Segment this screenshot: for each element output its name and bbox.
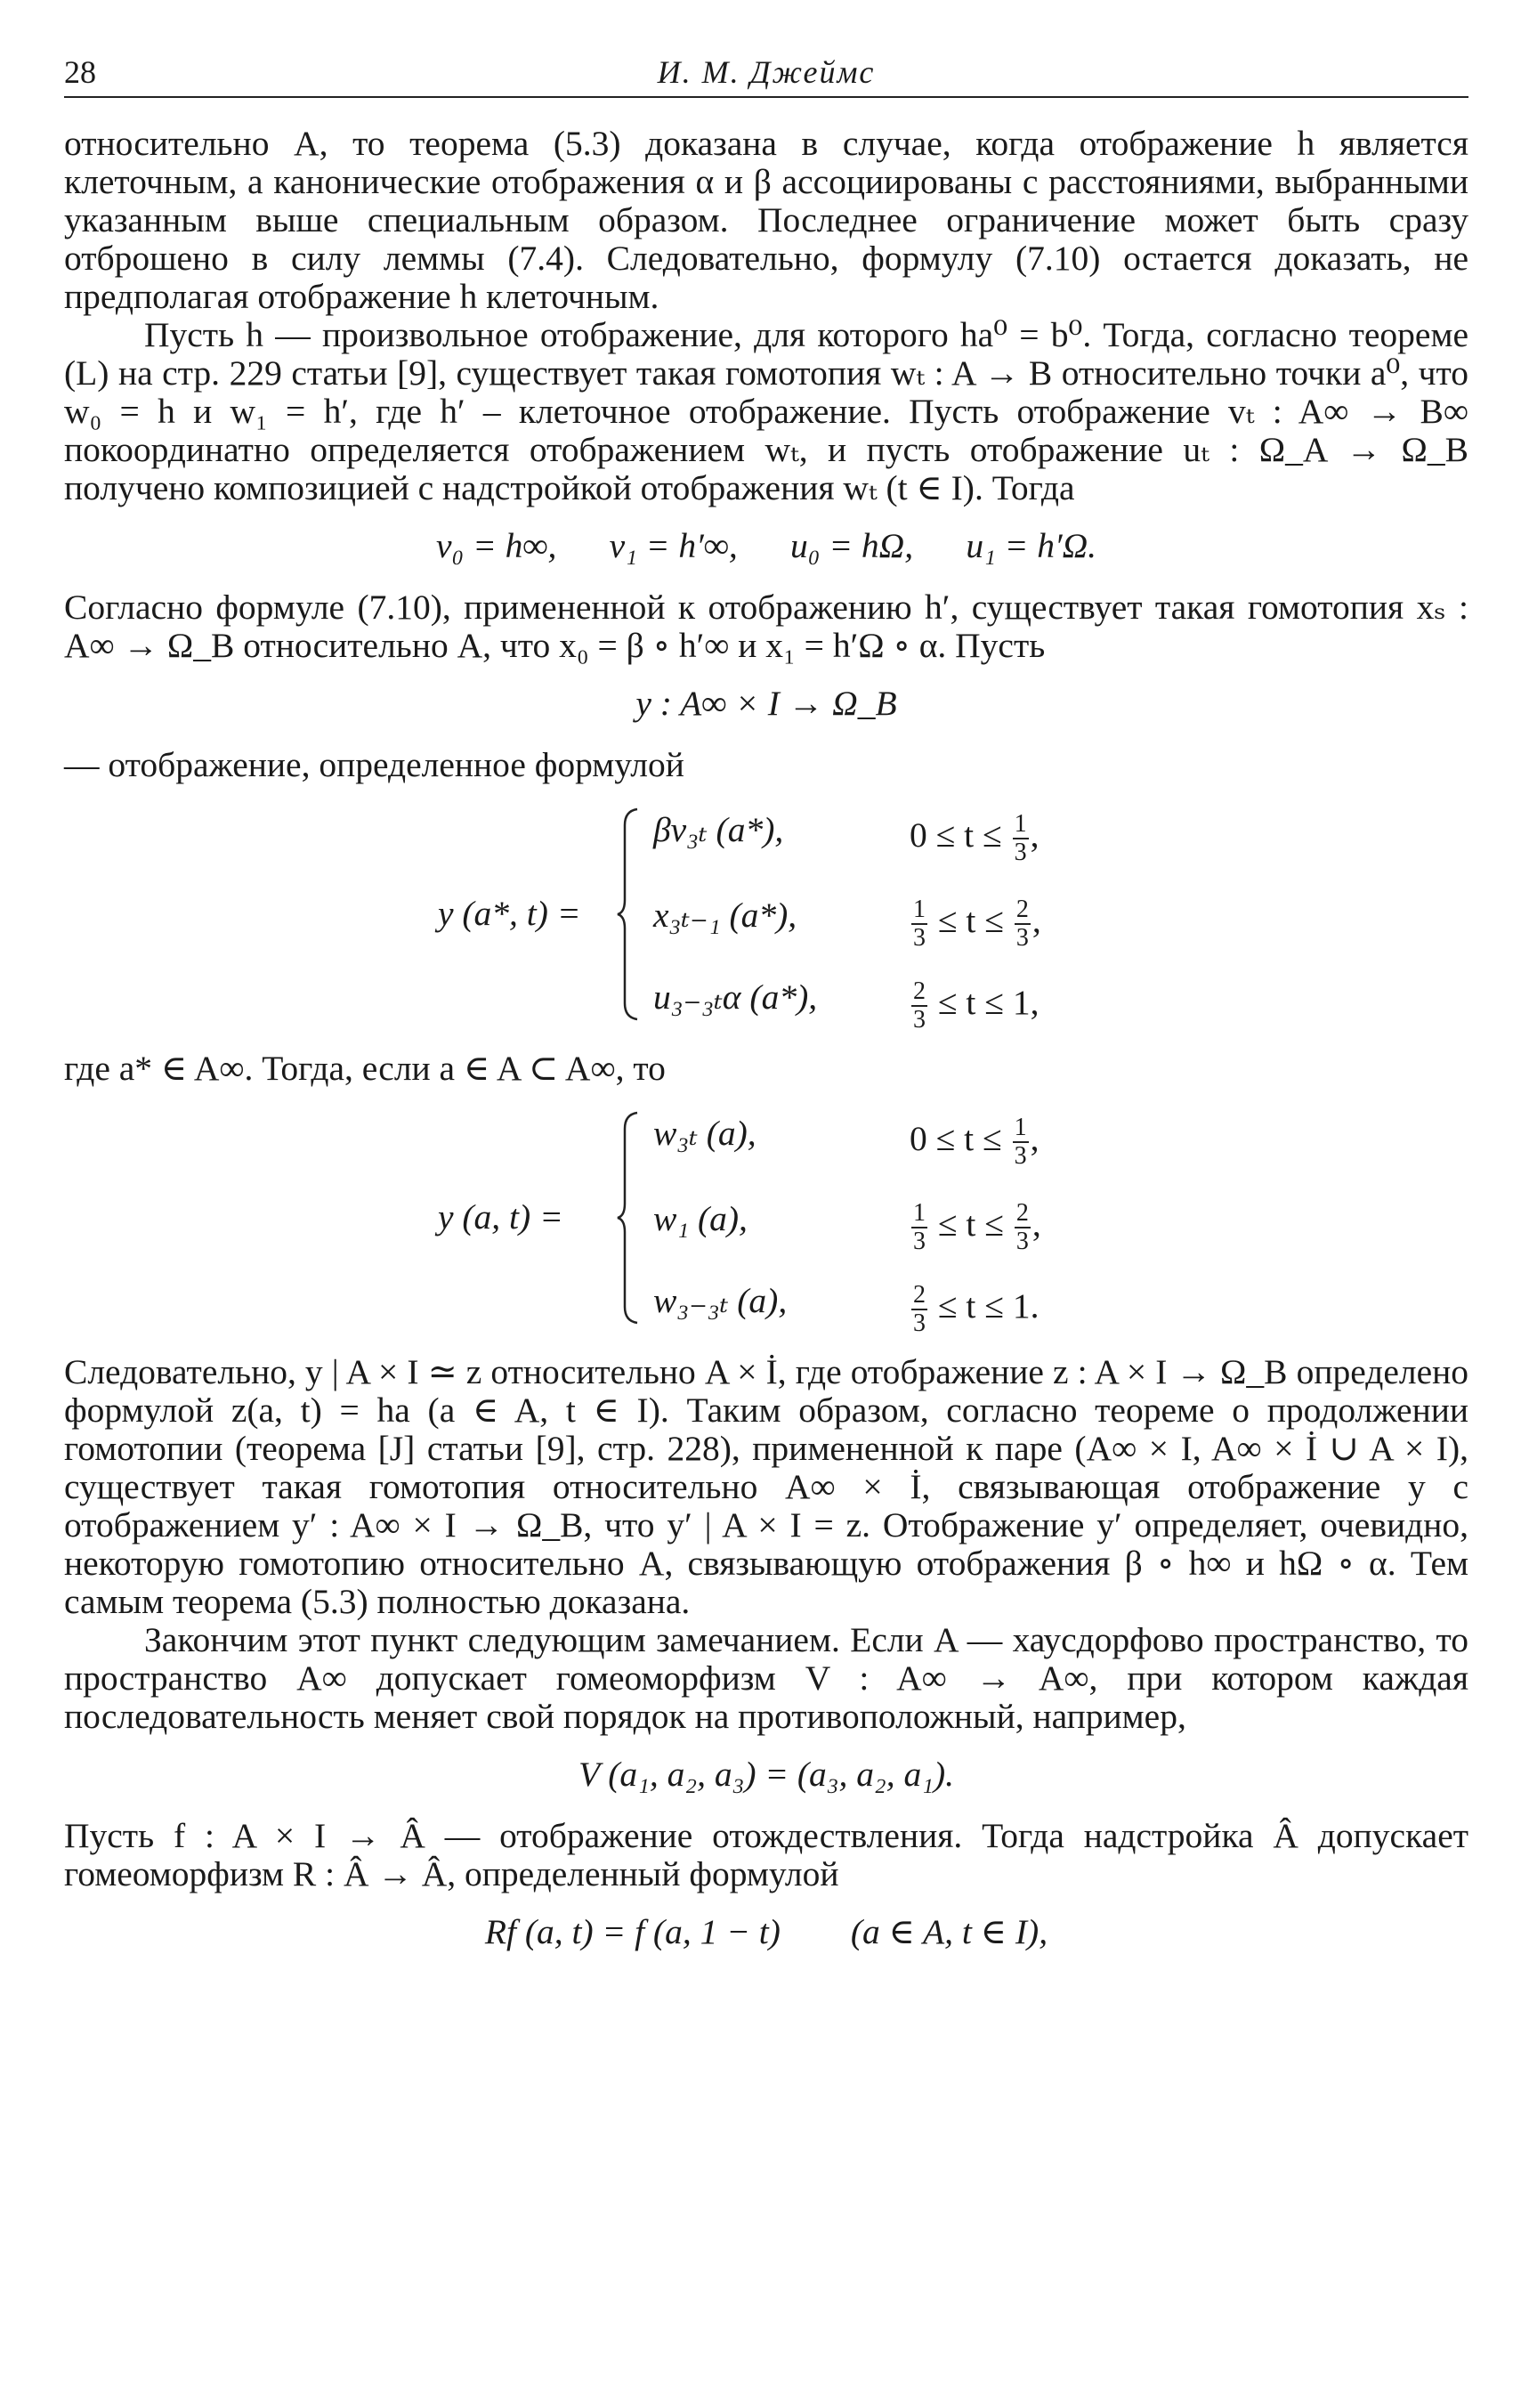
formula-1-case-3: u₃₋₃ₜα (a*), xyxy=(653,977,818,1017)
paragraph-4: — отображение, определенное формулой xyxy=(64,745,684,784)
formula-2-case-1: w₃ₜ (a), xyxy=(653,1114,756,1153)
formula-2-case-3: w₃₋₃ₜ (a), xyxy=(653,1281,788,1320)
page-body xyxy=(64,125,1468,1951)
left-brace-icon xyxy=(616,807,641,1021)
formula-1-cond-3: $\frac{2}{3}$ ≤ t ≤ 1, xyxy=(913,977,1040,1034)
paragraph-1: относительно A, то теорема (5.3) доказана в случае, когда отображение h является клеточным, а канонические отображения α и β ассоциированы с расстояниями, выбранными указанным выше специальным образом. Последнее ограничение может быть сразу отброшено в силу леммы (7.4). Следовательно, формулу (7.10) остается доказать, не предполагая отображение h клеточным. xyxy=(64,124,1468,316)
formula-1-cond-1: 0 ≤ t ≤ $\frac{1}{3}$ , xyxy=(910,810,1040,866)
formula-1-case-2: x₃ₜ₋₁ (a*), xyxy=(653,896,797,935)
formula-2-case-2: w₁ (a), xyxy=(653,1199,748,1238)
formula-1-lhs: y (a*, t) = xyxy=(438,894,581,933)
page-number: 28 xyxy=(64,54,96,90)
left-brace-icon xyxy=(616,1111,641,1325)
formula-2-lhs: y (a, t) = xyxy=(438,1197,563,1236)
paragraph-7: Закончим этот пункт следующим замечанием. Если A — хаусдорфово пространство, то пространство A∞ допускает гомеоморфизм V : A∞ → A∞, при котором каждая последовательность меняет свой порядок на противоположный, например, xyxy=(64,1620,1468,1736)
equation-y-map: y : A∞ × I → Ω_B xyxy=(635,684,897,723)
paragraph-2: Пусть h — произвольное отображение, для которого ha⁰ = b⁰. Тогда, согласно теореме (L) на стр. 229 статьи [9], существует такая гомотопия wₜ : A → B относительно точки a⁰, что w₀ = h и w₁ = h′, где h′ – клеточное отображение. Пусть отображение vₜ : A∞ → B∞ покоординатно определяется отображением wₜ, и пусть отображение uₜ : Ω_A → Ω_B получено композицией с надстройкой отображения wₜ (t ∈ I). Тогда xyxy=(64,315,1468,507)
page xyxy=(64,46,1468,1974)
formula-1-cond-2: $\frac{1}{3}$ ≤ t ≤ $\frac{2}{3}$ , xyxy=(913,896,1041,952)
equation-r-suspension: Rf (a, t) = f (a, 1 − t) (a ∈ A, t ∈ I), xyxy=(484,1912,1048,1951)
paragraph-6: Следовательно, y | A × I ≃ z относительно A × İ, где отображение z : A × I → Ω_B определено формулой z(a, t) = ha (a ∈ A, t ∈ I). Таким образом, согласно теореме о продолжении гомотопии (теорема [J] статьи [9], стр. 228), примененной к паре (A∞ × I, A∞ × İ ∪ A × I), существует такая гомотопия относительно A∞ × İ, связывающая отображение y с отображением y′ : A∞ × I → Ω_B, что y′ | A × I = z. Отображение y′ определяет, очевидно, некоторую гомотопию относительно A, связывающую отображения β ∘ h∞ и hΩ ∘ α. Тем самым теорема (5.3) полностью доказана. xyxy=(64,1352,1468,1621)
piecewise-formula-1 xyxy=(64,800,1468,1034)
formula-1-case-1: βv₃ₜ (a*), xyxy=(653,810,784,849)
formula-2-cond-2: $\frac{1}{3}$ ≤ t ≤ $\frac{2}{3}$ , xyxy=(913,1199,1041,1255)
equation-v-reverse: V (a₁, a₂, a₃) = (a₃, a₂, a₁). xyxy=(578,1755,955,1794)
paragraph-8: Пусть f : A × I → Â — отображение отождествления. Тогда надстройка Â допускает гомеоморфизм R : Â → Â, определенный формулой xyxy=(64,1816,1468,1893)
running-header xyxy=(64,46,1468,98)
formula-2-cond-3: $\frac{2}{3}$ ≤ t ≤ 1. xyxy=(913,1281,1040,1337)
paragraph-3: Согласно формуле (7.10), примененной к отображению h′, существует такая гомотопия xₛ : A∞ → Ω_B относительно A, что x₀ = β ∘ h′∞ и x₁ = h′Ω ∘ α. Пусть xyxy=(64,588,1468,665)
piecewise-formula-2 xyxy=(64,1104,1468,1337)
formula-2-cond-1: 0 ≤ t ≤ $\frac{1}{3}$ , xyxy=(910,1114,1040,1170)
running-author: И. М. Джеймс xyxy=(657,54,876,90)
equation-v-u: v₀ = h∞, v₁ = h′∞, u₀ = hΩ, u₁ = h′Ω. xyxy=(435,526,1097,565)
paragraph-5: где a* ∈ A∞. Тогда, если a ∈ A ⊂ A∞, то xyxy=(64,1049,666,1088)
